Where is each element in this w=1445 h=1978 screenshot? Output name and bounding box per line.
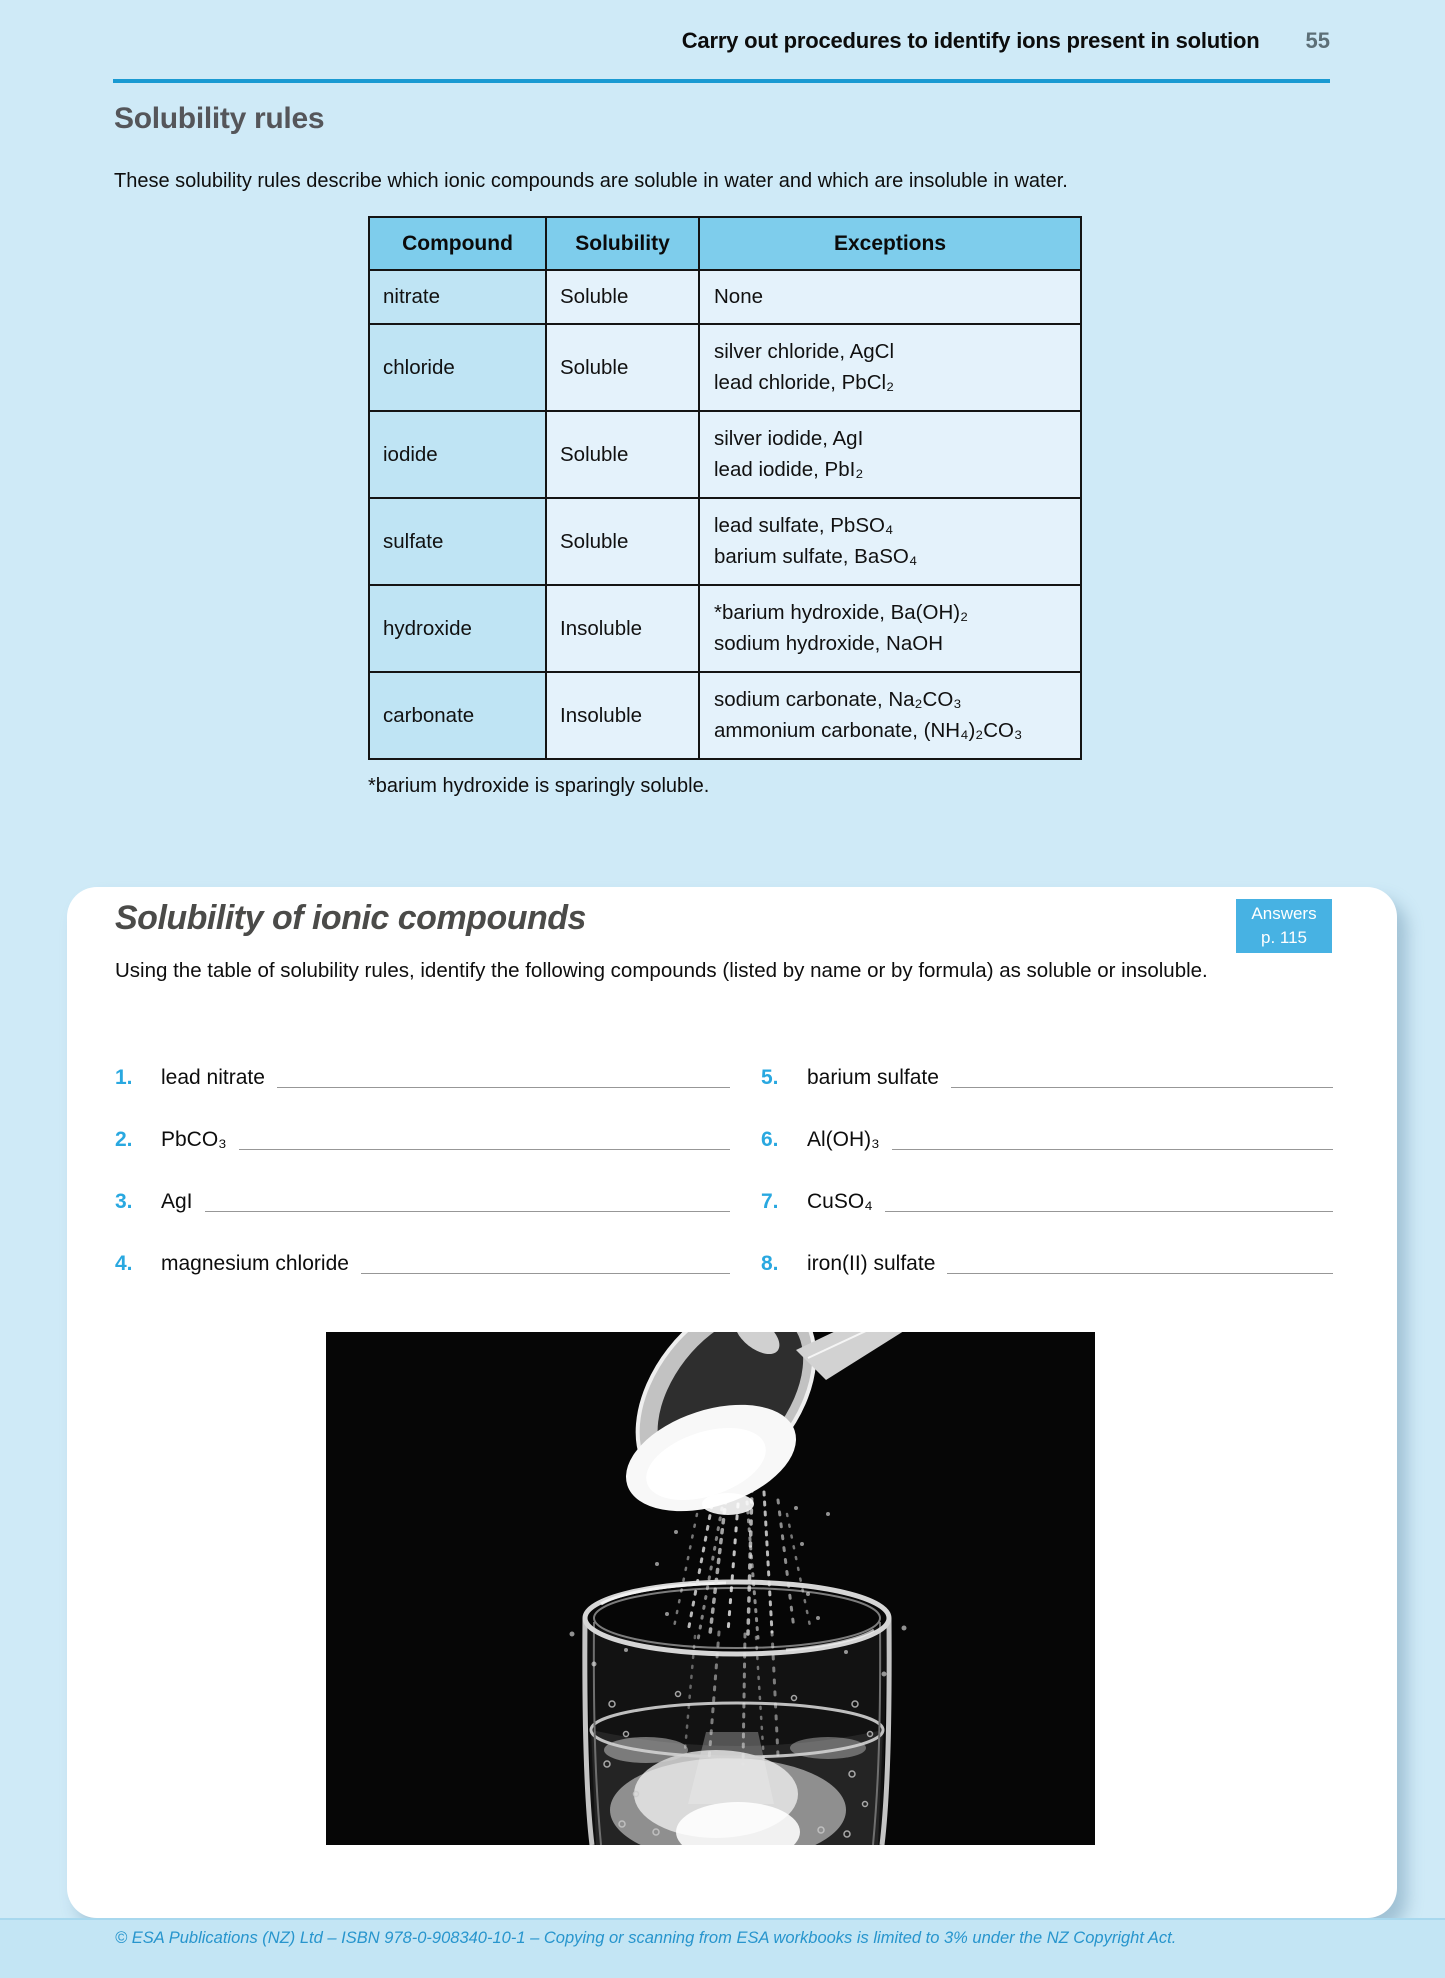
question-row <box>115 1164 1349 1226</box>
compound-cell: hydroxide <box>369 585 546 672</box>
answer-line[interactable] <box>277 1085 730 1088</box>
exceptions-cell <box>699 270 1081 324</box>
question-label: magnesium chloride <box>161 1252 349 1275</box>
solubility-cell: Insoluble <box>546 585 699 672</box>
compound-cell: carbonate <box>369 672 546 759</box>
solubility-cell: Soluble <box>546 324 699 411</box>
activity-title: Solubility of ionic compounds <box>115 899 586 937</box>
question-number: 5. <box>761 1066 779 1089</box>
section-heading: Solubility rules <box>114 102 325 135</box>
section-intro-text: These solubility rules describe which ionic compounds are soluble in water and which are insoluble in water. <box>114 170 1068 192</box>
photo-salt-into-water <box>326 1332 1095 1845</box>
footer-copyright-text: © ESA Publications (NZ) Ltd – ISBN 978-0-908340-10-1 – Copying or scanning from ESA workbooks is limited to 3% under the NZ Copyright Act. <box>115 1929 1177 1947</box>
question-number: 7. <box>761 1190 779 1213</box>
compound-cell: nitrate <box>369 270 546 324</box>
question-label: Al(OH)₃ <box>807 1128 880 1151</box>
table-row <box>369 585 1081 672</box>
answer-line[interactable] <box>947 1271 1333 1274</box>
exception-line: barium sulfate, BaSO₄ <box>714 544 918 568</box>
exception-line: None <box>714 284 764 308</box>
question-label: barium sulfate <box>807 1066 939 1089</box>
table-row <box>369 324 1081 411</box>
question-item-5 <box>761 1067 1333 1088</box>
exception-line: lead chloride, PbCl₂ <box>714 370 895 394</box>
exception-line: sodium hydroxide, NaOH <box>714 631 944 655</box>
compound-cell: iodide <box>369 411 546 498</box>
answer-line[interactable] <box>239 1147 730 1150</box>
solubility-cell: Soluble <box>546 270 699 324</box>
question-item-7 <box>761 1191 1333 1212</box>
table-footnote: *barium hydroxide is sparingly soluble. <box>368 775 710 797</box>
answer-line[interactable] <box>951 1085 1333 1088</box>
solubility-cell: Soluble <box>546 411 699 498</box>
answer-line[interactable] <box>205 1209 730 1212</box>
question-item-4 <box>115 1253 730 1274</box>
answer-line[interactable] <box>892 1147 1333 1150</box>
table-row <box>369 672 1081 759</box>
exception-line: silver iodide, AgI <box>714 426 864 450</box>
exception-line: sodium carbonate, Na₂CO₃ <box>714 687 962 711</box>
question-item-6 <box>761 1129 1333 1150</box>
solubility-cell: Soluble <box>546 498 699 585</box>
exceptions-cell <box>699 585 1081 672</box>
answer-line[interactable] <box>885 1209 1333 1212</box>
question-item-1 <box>115 1067 730 1088</box>
table-row <box>369 270 1081 324</box>
question-row <box>115 1102 1349 1164</box>
answers-badge-line1: Answers <box>1251 904 1317 924</box>
compound-cell: chloride <box>369 324 546 411</box>
question-list <box>115 1040 1349 1288</box>
column-header-solubility: Solubility <box>546 217 699 270</box>
question-row <box>115 1040 1349 1102</box>
answer-line[interactable] <box>361 1271 730 1274</box>
table-row <box>369 411 1081 498</box>
activity-instructions: Using the table of solubility rules, identify the following compounds (listed by name or by formula) as soluble or insoluble. <box>115 959 1208 982</box>
exception-line: lead iodide, PbI₂ <box>714 457 864 481</box>
column-header-compound: Compound <box>369 217 546 270</box>
exceptions-cell <box>699 498 1081 585</box>
exceptions-cell <box>699 672 1081 759</box>
compound-cell: sulfate <box>369 498 546 585</box>
question-number: 3. <box>115 1190 133 1213</box>
question-label: PbCO₃ <box>161 1128 227 1151</box>
table-header-row <box>369 217 1081 270</box>
question-item-8 <box>761 1253 1333 1274</box>
table-row <box>369 498 1081 585</box>
header-divider-rule <box>113 79 1330 83</box>
question-label: AgI <box>161 1190 193 1213</box>
question-label: iron(II) sulfate <box>807 1252 936 1275</box>
activity-card <box>67 887 1397 1918</box>
question-row <box>115 1226 1349 1288</box>
question-number: 6. <box>761 1128 779 1151</box>
question-number: 1. <box>115 1066 133 1089</box>
answers-badge <box>1236 899 1332 953</box>
question-number: 4. <box>115 1252 133 1275</box>
question-item-2 <box>115 1129 730 1150</box>
question-number: 2. <box>115 1128 133 1151</box>
exceptions-cell <box>699 411 1081 498</box>
exception-line: silver chloride, AgCl <box>714 339 895 363</box>
footer-bar <box>0 1918 1445 1978</box>
solubility-table <box>368 216 1082 760</box>
solubility-cell: Insoluble <box>546 672 699 759</box>
exceptions-cell <box>699 324 1081 411</box>
question-label: CuSO₄ <box>807 1190 873 1213</box>
page-number: 55 <box>1305 28 1330 53</box>
exception-line: ammonium carbonate, (NH₄)₂CO₃ <box>714 718 1023 742</box>
answers-badge-line2: p. 115 <box>1260 928 1307 947</box>
page-header <box>115 28 1330 54</box>
question-label: lead nitrate <box>161 1066 265 1089</box>
column-header-exceptions: Exceptions <box>699 217 1081 270</box>
question-number: 8. <box>761 1252 779 1275</box>
question-item-3 <box>115 1191 730 1212</box>
exception-line: lead sulfate, PbSO₄ <box>714 513 894 537</box>
page-header-title: Carry out procedures to identify ions present in solution <box>681 28 1260 53</box>
exception-line: *barium hydroxide, Ba(OH)₂ <box>714 600 969 624</box>
